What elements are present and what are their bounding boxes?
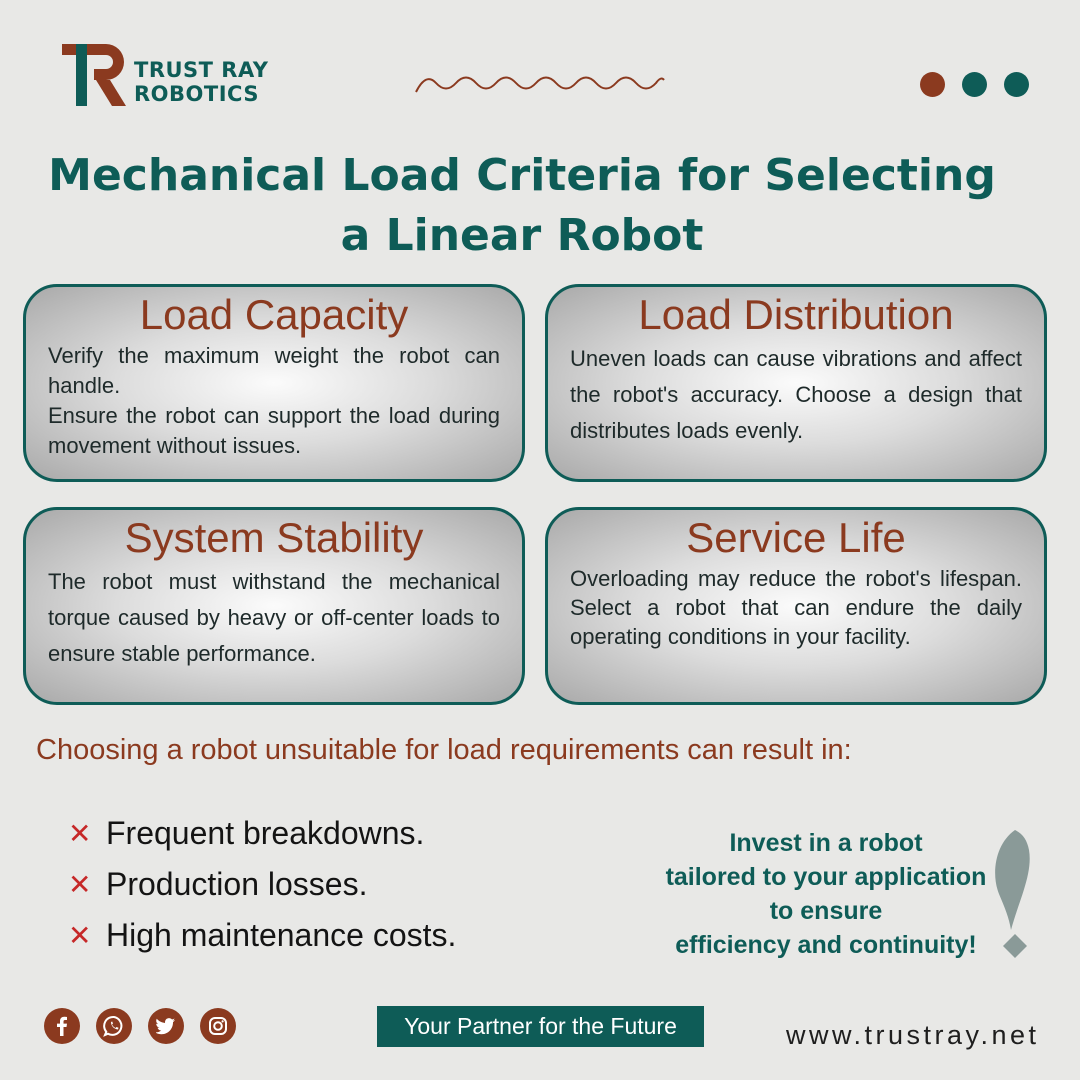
list-item (68, 910, 456, 961)
brand-name-line1: TRUST RAY (134, 58, 269, 82)
call-to-action (640, 826, 1012, 962)
decorative-dots (920, 72, 1029, 97)
list-item (68, 859, 456, 910)
card-heading: Load Capacity (139, 291, 409, 338)
x-mark-icon: ✕ (68, 868, 92, 900)
page-title (40, 146, 1004, 266)
dot-rust (920, 72, 945, 97)
card-service-life (545, 507, 1047, 705)
x-mark-icon: ✕ (68, 817, 92, 849)
cta-line4: efficiency and continuity! (675, 931, 977, 959)
brand-name-line2: ROBOTICS (134, 82, 259, 106)
card-heading: Load Distribution (638, 291, 954, 338)
card-text: Ensure the robot can support the load during movement without issues. (48, 403, 500, 458)
risk-text: Frequent breakdowns. (106, 815, 425, 851)
decorative-wave (414, 70, 666, 96)
title-line2: a Linear Robot (340, 210, 704, 261)
title-line1: Mechanical Load Criteria for Selecting (48, 150, 996, 201)
brand-name (134, 58, 268, 106)
cta-line3: to ensure (769, 897, 883, 925)
social-links (44, 1008, 236, 1044)
logo-mark-icon (62, 44, 128, 108)
list-item (68, 808, 456, 859)
card-text: The robot must withstand the mechanical torque caused by heavy or off-center loads to ensure stable performance. (48, 569, 500, 666)
whatsapp-icon[interactable] (96, 1008, 132, 1044)
card-text: Verify the maximum weight the robot can handle. (48, 343, 500, 398)
card-heading: System Stability (124, 514, 424, 561)
risk-text: High maintenance costs. (106, 917, 457, 953)
risk-list (68, 808, 456, 961)
brand-logo (62, 44, 292, 110)
card-system-stability (23, 507, 525, 705)
cta-line1: Invest in a robot (729, 829, 923, 857)
risk-text: Production losses. (106, 866, 368, 902)
card-load-distribution (545, 284, 1047, 482)
card-load-capacity (23, 284, 525, 482)
dot-teal-2 (1004, 72, 1029, 97)
card-text: Overloading may reduce the robot's lifespan. Select a robot that can endure the daily operating conditions in your facility. (570, 566, 1022, 649)
facebook-icon[interactable] (44, 1008, 80, 1044)
instagram-icon[interactable] (200, 1008, 236, 1044)
dot-teal-1 (962, 72, 987, 97)
x-mark-icon: ✕ (68, 919, 92, 951)
exclamation-icon (993, 830, 1033, 962)
card-text: Uneven loads can cause vibrations and affect the robot's accuracy. Choose a design that distributes loads evenly. (570, 346, 1022, 443)
cta-line2: tailored to your application (665, 863, 987, 891)
consequence-heading: Choosing a robot unsuitable for load requirements can result in: (36, 734, 852, 766)
website-url[interactable]: www.trustray.net (786, 1020, 1040, 1050)
card-heading: Service Life (686, 514, 906, 561)
twitter-icon[interactable] (148, 1008, 184, 1044)
tagline-banner: Your Partner for the Future (377, 1006, 704, 1047)
